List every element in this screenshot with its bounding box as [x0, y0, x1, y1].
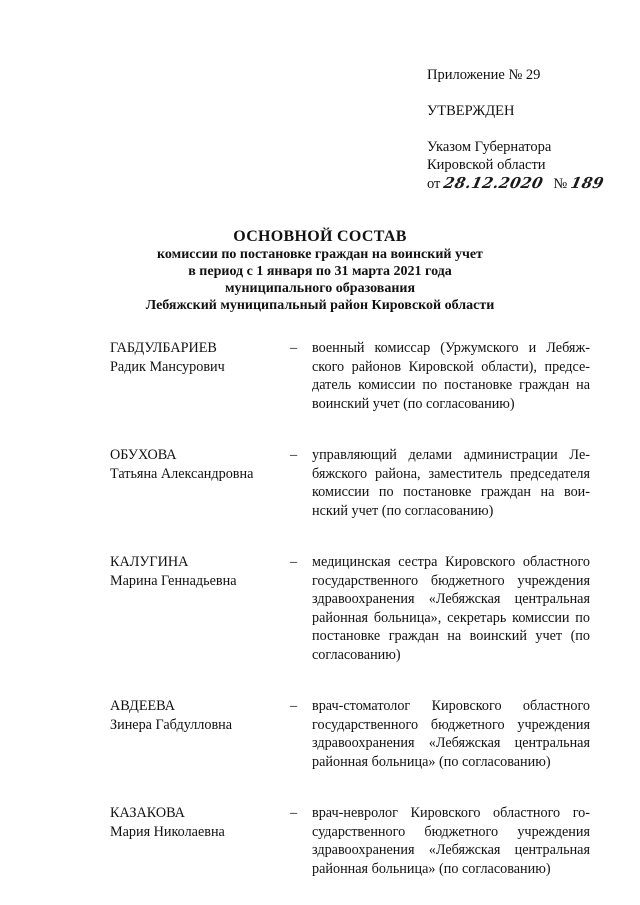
- dash-separator: –: [290, 447, 298, 463]
- member-name: [110, 339, 290, 376]
- from-label: от: [427, 176, 441, 192]
- dash-separator: –: [290, 554, 298, 570]
- number-label: №: [553, 176, 568, 192]
- member-role: врач-стоматолог Кировского областного государственного бюджетного учреждения здравоохранения «Лебяжская центральная районная больница» (по согласованию): [312, 698, 590, 770]
- members-list: [110, 339, 590, 878]
- member-surname: КАЗАКОВА: [110, 805, 185, 821]
- appendix-number: Приложение № 29: [427, 67, 541, 83]
- decree-line-1: Указом Губернатора: [427, 139, 552, 155]
- decree-date-number-line: [427, 174, 627, 193]
- title-line-5: Лебяжский муниципальный район Кировской области: [145, 298, 495, 313]
- member-surname: КАЛУГИНА: [110, 554, 189, 570]
- title-line-2: комиссии по постановке граждан на воинский учет: [157, 247, 483, 262]
- member-given-name: Радик Мансурович: [110, 358, 225, 375]
- member-row: [110, 446, 590, 520]
- member-row: [110, 697, 590, 771]
- approved-stamp-text: УТВЕРЖДЕН: [427, 103, 515, 119]
- member-name: [110, 804, 290, 841]
- approval-block: [427, 66, 627, 193]
- member-row: [110, 804, 590, 878]
- spacer: [427, 120, 627, 138]
- handwritten-number: 189: [569, 174, 606, 192]
- member-given-name: Мария Николаевна: [110, 823, 225, 840]
- document-title: [40, 227, 600, 314]
- member-given-name: Татьяна Александровна: [110, 465, 254, 482]
- member-surname: ОБУХОВА: [110, 447, 177, 463]
- decree-line-2: Кировской области: [427, 157, 546, 173]
- member-given-name: Зинера Габдулловна: [110, 716, 233, 733]
- member-role: военный комиссар (Уржумского и Лебяжского районов Кировской области), председатель комиссии по постановке граждан на воинский учет (по согласованию): [312, 340, 590, 412]
- dash-separator: –: [290, 698, 298, 714]
- member-name: [110, 446, 290, 483]
- member-role: управляющий делами администрации Лебяжского района, заместитель председателя комиссии по постановке граждан на воинский учет (по согласованию): [312, 447, 590, 519]
- handwritten-date: 28.12.2020: [442, 174, 546, 192]
- member-surname: ГАБДУЛБАРИЕВ: [110, 340, 217, 356]
- title-line-3: в период с 1 января по 31 марта 2021 года: [188, 264, 452, 279]
- member-name: [110, 553, 290, 590]
- spacer: [427, 84, 627, 102]
- title-line-4: муниципального образования: [224, 281, 416, 296]
- member-row: [110, 553, 590, 664]
- dash-separator: –: [290, 805, 298, 821]
- member-row: [110, 339, 590, 413]
- member-name: [110, 697, 290, 734]
- dash-separator: –: [290, 340, 298, 356]
- member-given-name: Марина Геннадьевна: [110, 572, 237, 589]
- member-role: медицинская сестра Кировского областного государственного бюджетного учреждения здравоохранения «Лебяжская центральная районная больница», секретарь комиссии по постановке граждан на воинский учет (по согласованию): [312, 554, 590, 663]
- member-role: врач-невролог Кировского областного государственного бюджетного учреждения здравоохранения «Лебяжская центральная районная больница» (по согласованию): [312, 805, 590, 877]
- member-surname: АВДЕЕВА: [110, 698, 175, 714]
- title-line-1: ОСНОВНОЙ СОСТАВ: [233, 228, 407, 245]
